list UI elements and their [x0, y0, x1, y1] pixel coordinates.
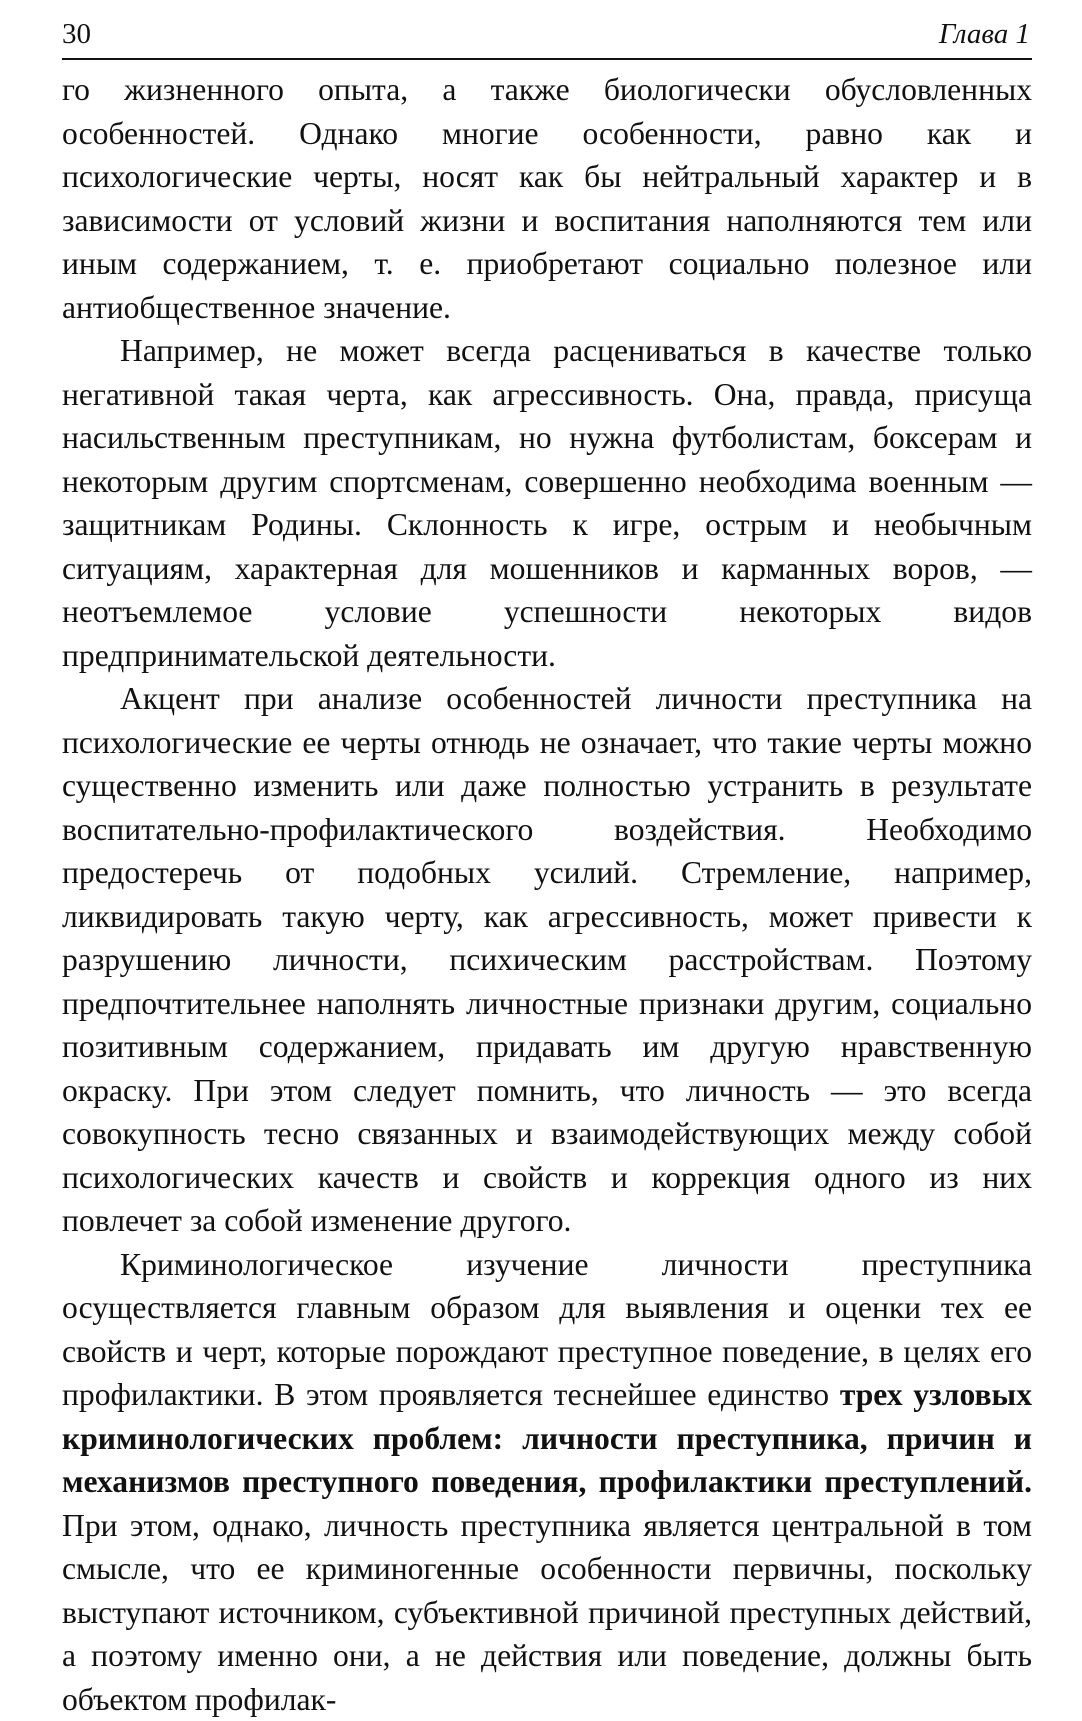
paragraph-3: Акцент при анализе особенностей личности преступника на психологические ее черты отнюдь не означает, что такие черты можно существенно изменить или даже полностью устранить в результате воспитательно-профилактического воздействия. Необходимо предостеречь от подобных усилий. Стремление, например, ликвидировать такую черту, как агрессивность, может привести к разрушению личности, психическим расстройствам. Поэтому предпочтительнее наполнять личностные признаки другим, социально позитивным содержанием, придавать им другую нравственную окраску. При этом следует помнить, что личность — это всегда совокупность тесно связанных и взаимодействующих между собой психологических качеств и свойств и коррекция одного из них повлечет за собой изменение другого. — [62, 677, 1032, 1243]
paragraph-4 — [62, 1243, 1032, 1721]
paragraph-4-text-after: При этом, однако, личность преступника является центральной в том смысле, что ее криминогенные особенности первичны, поскольку выступают источником, субъективной причиной преступных действий, а поэтому именно они, а не действия или поведение, должны быть объектом профилак- — [62, 1508, 1032, 1717]
paragraph-4-text-before: Криминологическое изучение личности преступника осуществляется главным образом для выявления и оценки тех ее свойств и черт, которые порождают преступное поведение, в целях его профилактики. В этом проявляется теснейшее единство — [62, 1247, 1032, 1413]
body-text — [62, 68, 1032, 1721]
chapter-title: Глава 1 — [939, 18, 1030, 51]
paragraph-1: го жизненного опыта, а также биологически обусловленных особенностей. Однако многие особенности, равно как и психологические черты, носят как бы нейтральный характер и в зависимости от условий жизни и воспитания наполняются тем или иным содержанием, т. е. приобретают социально полезное или антиобщественное значение. — [62, 68, 1032, 329]
paragraph-4-bold-text: трех узловых криминологических проблем: личности преступника, причин и механизмов преступного поведения, профилактики преступлений. — [62, 1377, 1032, 1499]
book-page — [62, 0, 1032, 1721]
paragraph-2: Например, не может всегда расцениваться в качестве только негативной такая черта, как агрессивность. Она, правда, присуща насильственным преступникам, но нужна футболистам, боксерам и некоторым другим спортсменам, совершенно необходима военным — защитникам Родины. Склонность к игре, острым и необычным ситуациям, характерная для мошенников и карманных воров, — неотъемлемое условие успешности некоторых видов предпринимательской деятельности. — [62, 329, 1032, 677]
running-head — [62, 0, 1032, 60]
page-number: 30 — [62, 18, 91, 51]
